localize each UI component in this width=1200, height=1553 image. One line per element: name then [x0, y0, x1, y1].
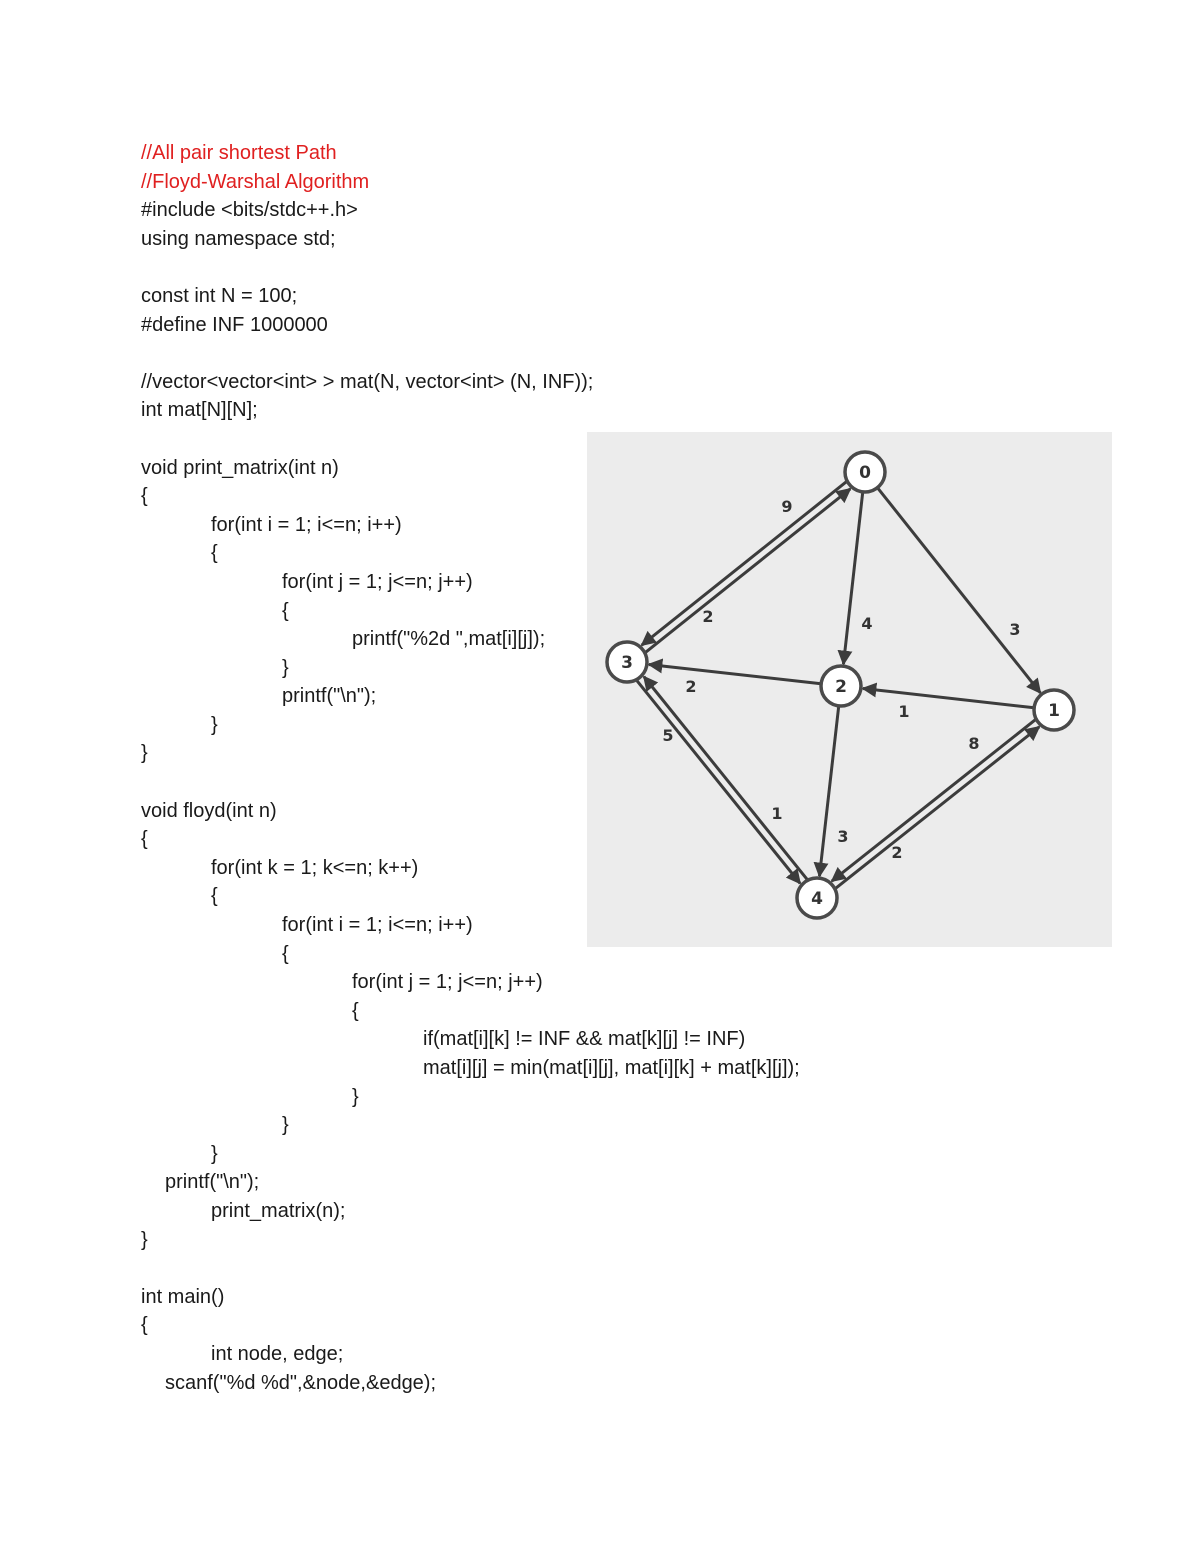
edge-3-to-0 [645, 489, 850, 653]
code-line: { [141, 828, 148, 851]
edge-weight-3-to-4: 1 [771, 804, 783, 823]
code-line: { [282, 942, 289, 965]
edge-weight-1-to-4: 2 [891, 843, 903, 862]
code-line: for(int j = 1; j<=n; j++) [282, 570, 473, 593]
edge-weight-4-to-1: 8 [968, 734, 980, 753]
graph-node-1 [1034, 690, 1074, 730]
edge-weight-2-to-3: 2 [685, 677, 697, 696]
comment-line: //Floyd-Warshal Algorithm [141, 170, 370, 193]
code-line: //vector<vector<int> > mat(N, vector<int> (N, INF)); [141, 370, 594, 393]
edge-0-to-3 [642, 481, 847, 645]
edge-0-to-1 [877, 488, 1040, 693]
code-line: mat[i][j] = min(mat[i][j], mat[i][k] + mat[k][j]); [423, 1057, 800, 1079]
code-line: { [211, 885, 218, 908]
graph-node-2 [821, 666, 861, 706]
code-line: printf("\n"); [165, 1171, 260, 1194]
directed-weighted-graph [587, 432, 1112, 947]
code-line: scanf("%d %d",&node,&edge); [165, 1371, 437, 1394]
edge-4-to-3 [644, 677, 808, 880]
code-line: for(int i = 1; i<=n; i++) [282, 914, 473, 937]
code-line: int node, edge; [211, 1342, 344, 1365]
edge-1-to-2 [863, 688, 1034, 707]
code-line: } [211, 1142, 218, 1165]
graph-node-4 [797, 878, 837, 918]
code-line: int mat[N][N]; [141, 399, 258, 422]
edge-1-to-4 [832, 719, 1036, 881]
code-line: #include <bits/stdc++.h> [141, 199, 358, 222]
code-line: printf("%2d ",mat[i][j]); [352, 628, 546, 651]
edge-weight-1-to-2: 1 [898, 702, 910, 721]
edge-3-to-4 [636, 680, 800, 883]
edge-4-to-1 [835, 727, 1039, 889]
code-line: void print_matrix(int n) [141, 456, 339, 479]
edge-0-to-2 [843, 492, 862, 664]
edge-weight-0-to-2: 4 [861, 614, 873, 633]
code-line: printf("\n"); [282, 685, 377, 708]
edge-weight-3-to-0: 9 [781, 497, 793, 516]
code-line: #define INF 1000000 [141, 313, 328, 336]
edge-2-to-3 [649, 664, 821, 683]
code-line: { [141, 485, 148, 508]
code-line: int main() [141, 1285, 225, 1308]
code-line: } [141, 1228, 148, 1251]
code-line [141, 1254, 1141, 1283]
node-label: 1 [1048, 701, 1060, 721]
code-line: const int N = 100; [141, 284, 298, 307]
code-line: } [282, 656, 289, 679]
node-label: 4 [811, 889, 823, 909]
code-line: for(int k = 1; k<=n; k++) [211, 856, 419, 879]
code-line: print_matrix(n); [211, 1199, 346, 1222]
code-line: using namespace std; [141, 227, 336, 250]
code-line: { [141, 1314, 148, 1337]
edge-2-to-4 [819, 706, 838, 876]
code-line [141, 253, 1141, 282]
code-line [141, 339, 1141, 368]
code-line: void floyd(int n) [141, 799, 277, 822]
node-label: 0 [859, 463, 871, 483]
code-line: for(int j = 1; j<=n; j++) [352, 971, 543, 994]
code-line: } [352, 1085, 359, 1108]
code-line: { [211, 542, 218, 565]
graph-figure [587, 432, 1112, 947]
node-label: 2 [835, 677, 847, 697]
code-line: for(int i = 1; i<=n; i++) [211, 513, 402, 536]
graph-node-3 [607, 642, 647, 682]
comment-line: //All pair shortest Path [141, 142, 337, 164]
code-line: { [352, 999, 359, 1022]
graph-node-0 [845, 452, 885, 492]
code-line: { [282, 599, 289, 622]
node-label: 3 [621, 653, 633, 673]
edge-weight-4-to-3: 5 [662, 726, 674, 745]
code-line: } [282, 1114, 289, 1137]
code-line: if(mat[i][k] != INF && mat[k][j] != INF) [423, 1028, 746, 1051]
edge-weight-2-to-4: 3 [837, 827, 849, 846]
edge-weight-0-to-3: 2 [702, 607, 714, 626]
code-line: } [141, 742, 148, 765]
edge-weight-0-to-1: 3 [1009, 620, 1021, 639]
code-line: } [211, 713, 218, 736]
